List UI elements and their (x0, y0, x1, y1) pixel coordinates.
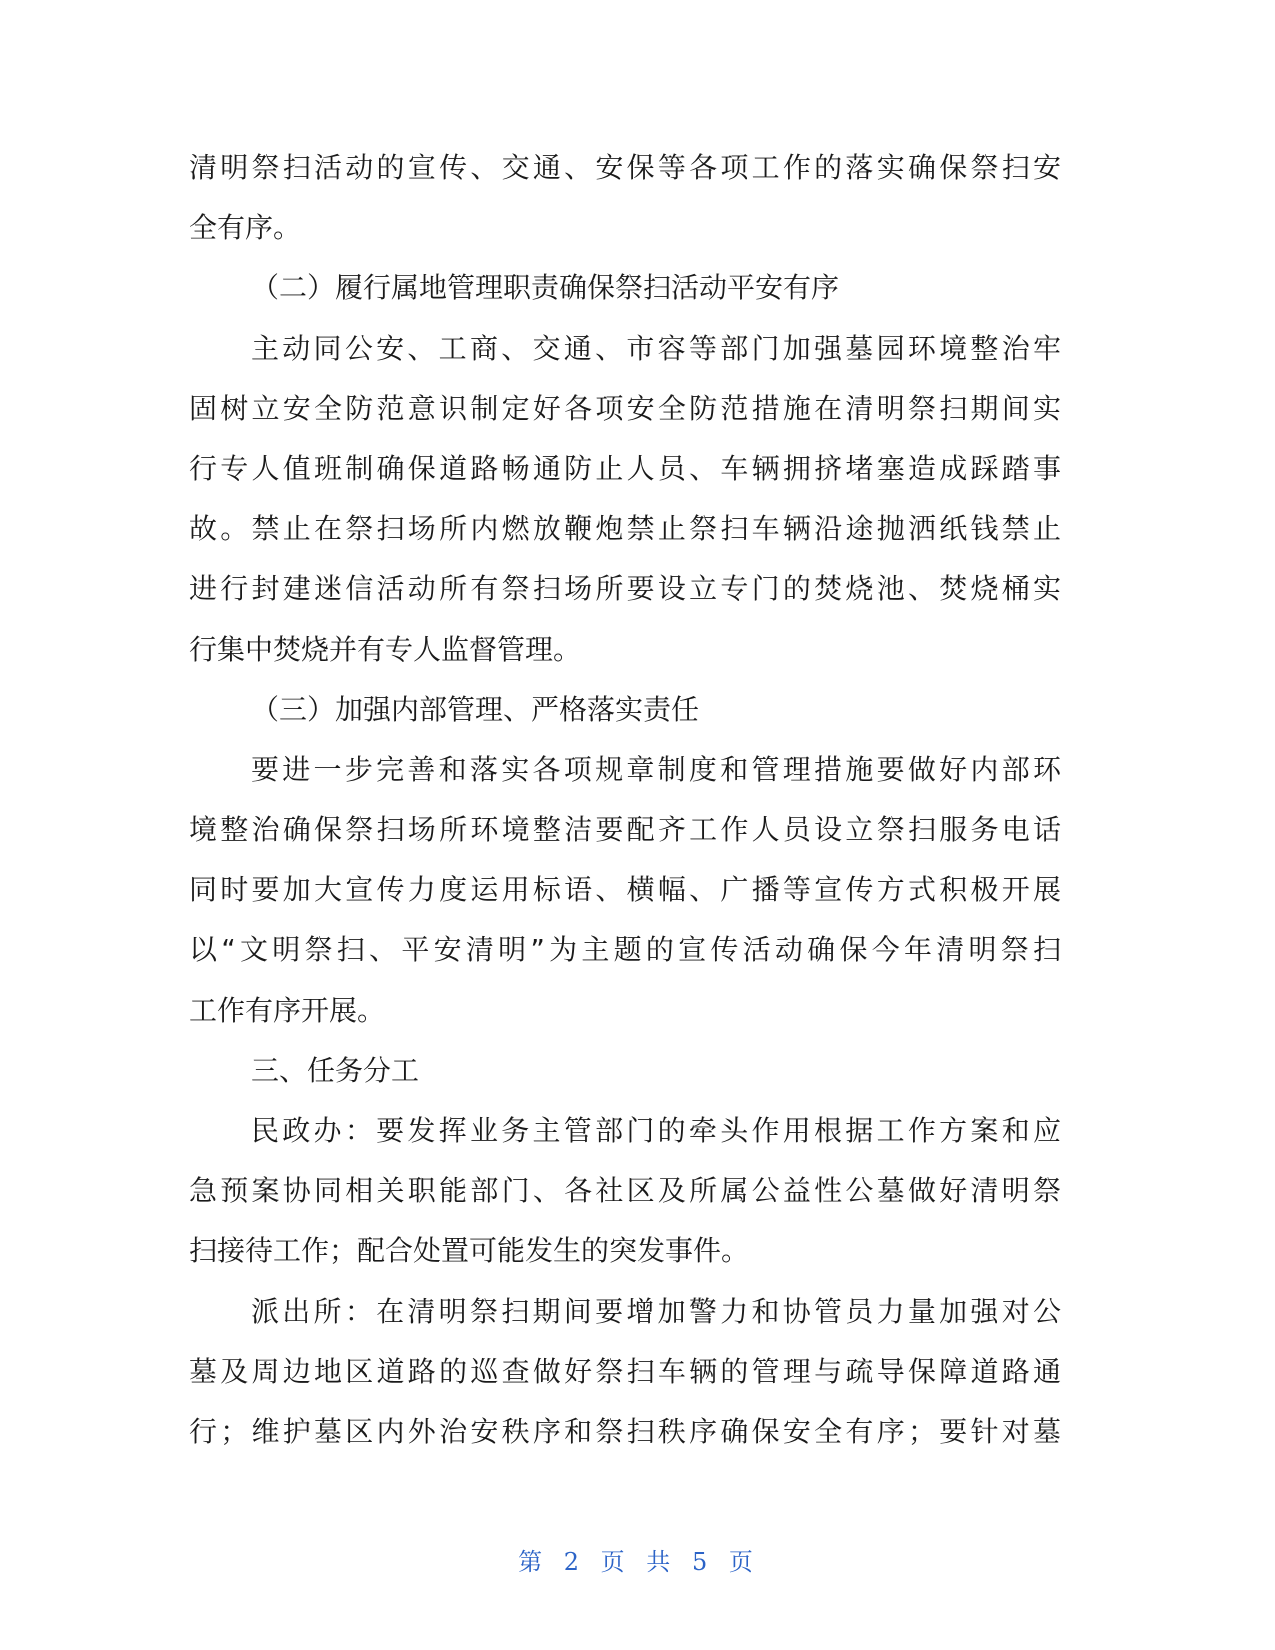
body-line: 墓及周边地区道路的巡查做好祭扫车辆的管理与疏导保障道路通 (189, 1354, 1061, 1388)
paragraph-first-line: 要进一步完善和落实各项规章制度和管理措施要做好内部环 (251, 752, 1061, 786)
body-line: 行集中焚烧并有专人监督管理。 (189, 632, 582, 666)
body-line: 行专人值班制确保道路畅通防止人员、车辆拥挤堵塞造成踩踏事 (189, 451, 1061, 485)
body-line: 行；维护墓区内外治安秩序和祭扫秩序确保安全有序；要针对墓 (189, 1414, 1061, 1448)
page-number-footer: 第 2 页 共 5 页 (518, 1548, 757, 1576)
body-line: 境整治确保祭扫场所环境整洁要配齐工作人员设立祭扫服务电话 (189, 813, 1061, 847)
body-line: 扫接待工作；配合处置可能发生的突发事件。 (189, 1234, 750, 1268)
section-heading: 三、任务分工 (251, 1053, 420, 1087)
body-line: 同时要加大宣传力度运用标语、横幅、广播等宣传方式积极开展 (189, 873, 1061, 907)
body-line: 进行封建迷信活动所有祭扫场所要设立专门的焚烧池、焚烧桶实 (189, 572, 1061, 606)
paragraph-first-line: 主动同公安、工商、交通、市容等部门加强墓园环境整治牢 (251, 331, 1061, 365)
section-heading: （三）加强内部管理、严格落实责任 (251, 692, 700, 726)
paragraph-first-line: 派出所：在清明祭扫期间要增加警力和协管员力量加强对公 (251, 1294, 1061, 1328)
paragraph-first-line: 民政办：要发挥业务主管部门的牵头作用根据工作方案和应 (251, 1114, 1061, 1147)
body-line: 故。禁止在祭扫场所内燃放鞭炮禁止祭扫车辆沿途抛洒纸钱禁止 (189, 512, 1061, 546)
body-line: 清明祭扫活动的宣传、交通、安保等各项工作的落实确保祭扫安 (189, 151, 1061, 184)
body-line: 工作有序开展。 (189, 993, 386, 1027)
body-line: 全有序。 (189, 211, 302, 245)
section-heading: （二）履行属地管理职责确保祭扫活动平安有序 (251, 271, 840, 305)
body-line: 以“文明祭扫、平安清明”为主题的宣传活动确保今年清明祭扫 (189, 933, 1061, 967)
body-line: 急预案协同相关职能部门、各社区及所属公益性公墓做好清明祭 (189, 1174, 1061, 1208)
body-line: 固树立安全防范意识制定好各项安全防范措施在清明祭扫期间实 (189, 391, 1061, 425)
document-body (189, 138, 1061, 1462)
